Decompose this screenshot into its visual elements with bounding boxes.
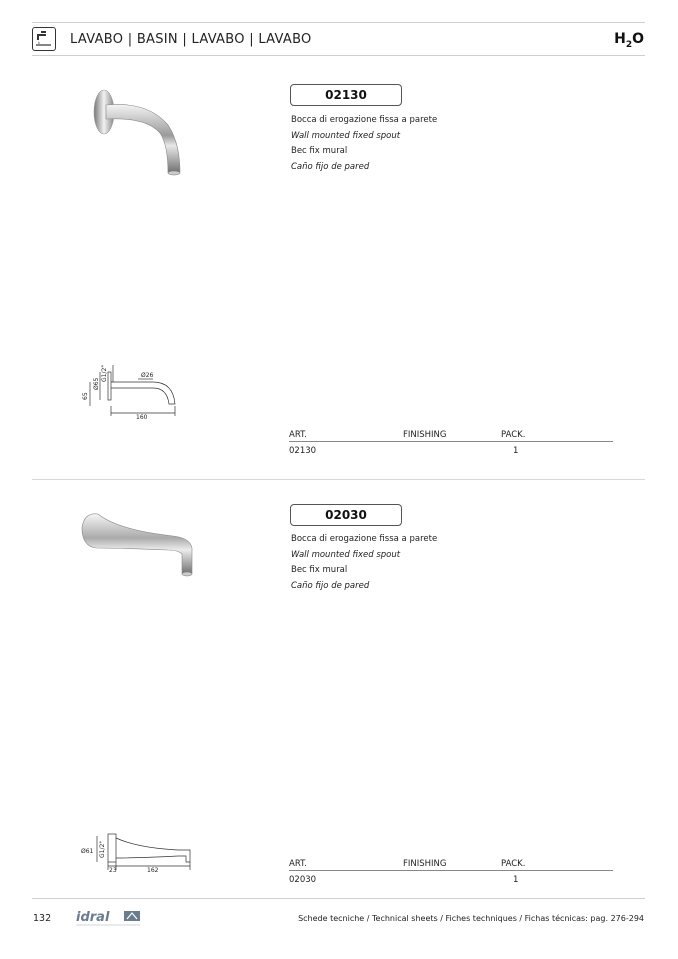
product-description (291, 532, 437, 594)
idral-logo (76, 909, 142, 931)
header-top-rule (32, 22, 645, 23)
cell-art: 02130 (289, 446, 317, 456)
page-number: 132 (33, 913, 52, 924)
technical-drawing-02130 (78, 360, 188, 422)
desc-fr: Bec fix mural (291, 565, 348, 575)
dim-a: 23 (109, 867, 117, 873)
col-pack: PACK. (501, 859, 526, 869)
col-pack: PACK. (501, 430, 526, 440)
section-divider (32, 479, 645, 480)
dim-d2: Ø65 (93, 377, 100, 390)
desc-es: Caño fijo de pared (291, 161, 370, 172)
col-finishing: FINISHING (403, 859, 447, 869)
desc-it: Bocca di erogazione fissa a parete (291, 534, 438, 544)
product-code-02030: 02030 (290, 504, 402, 526)
footer-reference: Schede tecniche / Technical sheets / Fiches techniques / Fichas técnicas: pag. 276-294 (298, 914, 644, 923)
table-rule (289, 441, 613, 442)
header-bottom-rule (32, 55, 645, 56)
cell-pack: 1 (513, 875, 519, 885)
product-description (291, 113, 437, 175)
col-art: ART. (289, 859, 307, 869)
dim-d2: G1/2" (99, 840, 106, 858)
col-finishing: FINISHING (403, 430, 447, 440)
product-code-02130: 02130 (290, 84, 402, 106)
desc-es: Caño fijo de pared (291, 580, 370, 591)
product-photo-spout-02030 (78, 508, 203, 583)
dim-d1: Ø26 (141, 372, 154, 379)
footer-rule (32, 898, 645, 899)
cell-art: 02030 (289, 875, 317, 885)
svg-text:idral: idral (76, 910, 110, 925)
dim-len: 162 (147, 867, 159, 873)
desc-it: Bocca di erogazione fissa a parete (291, 115, 438, 125)
product-photo-spout-02130 (88, 85, 198, 180)
cell-pack: 1 (513, 446, 519, 456)
col-art: ART. (289, 430, 307, 440)
section-title: LAVABO | BASIN | LAVABO | LAVABO (70, 32, 312, 47)
dim-d3: G1/2" (101, 364, 108, 382)
technical-drawing-02030 (78, 828, 203, 873)
brand-label: $H_2O$ (614, 31, 644, 50)
dim-len: 160 (136, 414, 148, 421)
desc-en: Wall mounted fixed spout (291, 549, 401, 560)
dim-d1: Ø61 (81, 848, 94, 855)
desc-fr: Bec fix mural (291, 146, 348, 156)
basin-tap-icon (32, 27, 56, 51)
dim-h: 65 (82, 392, 89, 400)
table-rule (289, 870, 613, 871)
desc-en: Wall mounted fixed spout (291, 130, 401, 141)
